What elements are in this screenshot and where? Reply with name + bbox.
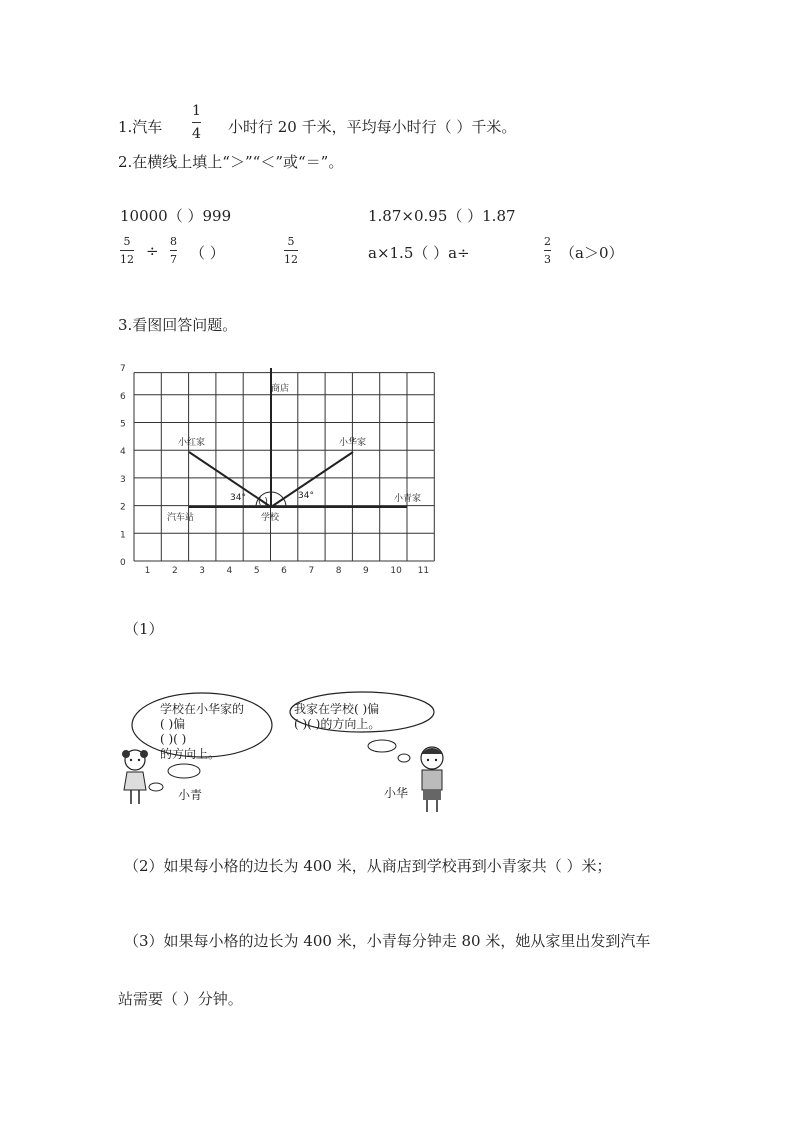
label-shop: 商店 <box>271 384 290 394</box>
person-left-name: 小青 <box>178 788 203 802</box>
bubble-left-line3: ( )( ) <box>160 732 187 746</box>
label-angle-right: 34° <box>298 491 314 501</box>
y-tick-label: 6 <box>120 391 126 402</box>
x-tick-label: 5 <box>253 566 260 576</box>
q1-prefix: 1.汽车 <box>118 118 163 136</box>
bubble-left-line4: 的方向上。 <box>160 747 221 761</box>
q3-title: 3.看图回答问题。 <box>118 316 238 334</box>
girl-figure-icon <box>122 750 148 804</box>
y-tick-label: 7 <box>120 364 126 375</box>
x-tick-label: 1 <box>144 566 151 576</box>
label-xiaohong: 小红家 <box>178 438 206 448</box>
q2-frac-a-den: 12 <box>120 253 134 266</box>
x-tick-label: 4 <box>226 566 233 576</box>
boy-figure-icon <box>421 747 443 812</box>
q3-part3-line2: 站需要（ ）分钟。 <box>118 990 243 1008</box>
q2-row1-left: 10000（ ）999 <box>120 207 232 225</box>
q2-frac-d <box>544 236 551 265</box>
x-tick-label: 10 <box>390 566 402 576</box>
q3-part3-line1: （3）如果每小格的边长为 400 米，小青每分钟走 80 米，她从家里出发到汽车 <box>124 932 651 950</box>
y-tick-label: 2 <box>120 502 126 513</box>
q1-frac-denominator: 4 <box>192 126 201 142</box>
bubble-left-line2: ( )偏 <box>160 717 186 731</box>
q2-row2-right-prefix: a×1.5（ ）a÷ <box>368 244 470 262</box>
q2-frac-d-den: 3 <box>544 253 551 266</box>
q2-frac-a <box>120 236 134 265</box>
bubble-right-text <box>294 702 380 732</box>
q2-frac-b-den: 7 <box>170 253 177 266</box>
coordinate-grid <box>110 360 450 580</box>
x-tick-label: 9 <box>363 566 369 576</box>
y-tick-label: 3 <box>120 474 126 485</box>
label-angle-mid: ( ) <box>258 497 268 507</box>
person-right-name: 小华 <box>384 786 409 800</box>
x-tick-label: 3 <box>199 566 205 576</box>
x-tick-label: 6 <box>281 566 287 576</box>
q2-frac-c-den: 12 <box>284 253 298 266</box>
label-xiaoqing: 小青家 <box>394 494 422 504</box>
q2-title: 2.在横线上填上“＞”“＜”或“＝”。 <box>118 153 344 171</box>
q2-frac-b <box>170 236 177 265</box>
q1-suffix: 小时行 20 千米，平均每小时行（ ）千米。 <box>228 118 517 136</box>
q2-frac-a-num: 5 <box>123 235 131 248</box>
y-tick-label: 5 <box>120 419 126 430</box>
bubble-left-line1: 学校在小华家的 <box>160 702 245 716</box>
y-tick-label: 1 <box>120 530 126 541</box>
q2-frac-c <box>284 236 298 265</box>
x-tick-label: 2 <box>171 566 178 576</box>
bubble-right-line1: 我家在学校( )偏 <box>294 702 380 716</box>
y-tick-label: 4 <box>120 447 126 458</box>
q1-fraction <box>192 104 201 141</box>
q2-row1-right: 1.87×0.95（ ）1.87 <box>368 207 516 225</box>
x-tick-label: 11 <box>417 566 430 576</box>
q3-part1-label: （1） <box>124 620 164 638</box>
bubble-left-text <box>160 702 244 762</box>
q2-frac-c-num: 5 <box>287 235 295 248</box>
q2-frac-b-num: 8 <box>170 235 177 248</box>
q2-frac-d-num: 2 <box>544 235 551 248</box>
label-school: 学校 <box>261 513 280 523</box>
bubble-right-line2: ( )( )的方向上。 <box>294 717 381 731</box>
x-tick-label: 7 <box>308 566 315 576</box>
q3-part2: （2）如果每小格的边长为 400 米，从商店到学校再到小青家共（ ）米； <box>124 857 612 875</box>
q2-divide-sign: ÷ <box>146 242 159 260</box>
label-angle-left: 34° <box>230 493 246 503</box>
q2-row2-blank: （ ） <box>190 244 225 262</box>
x-tick-label: 0 <box>120 558 126 568</box>
q2-row2-right-suffix: （a＞0） <box>560 244 624 262</box>
q1-frac-numerator: 1 <box>192 103 201 119</box>
x-tick-label: 8 <box>335 566 342 576</box>
label-xiaohua: 小华家 <box>339 438 367 448</box>
label-station: 汽车站 <box>167 513 195 523</box>
